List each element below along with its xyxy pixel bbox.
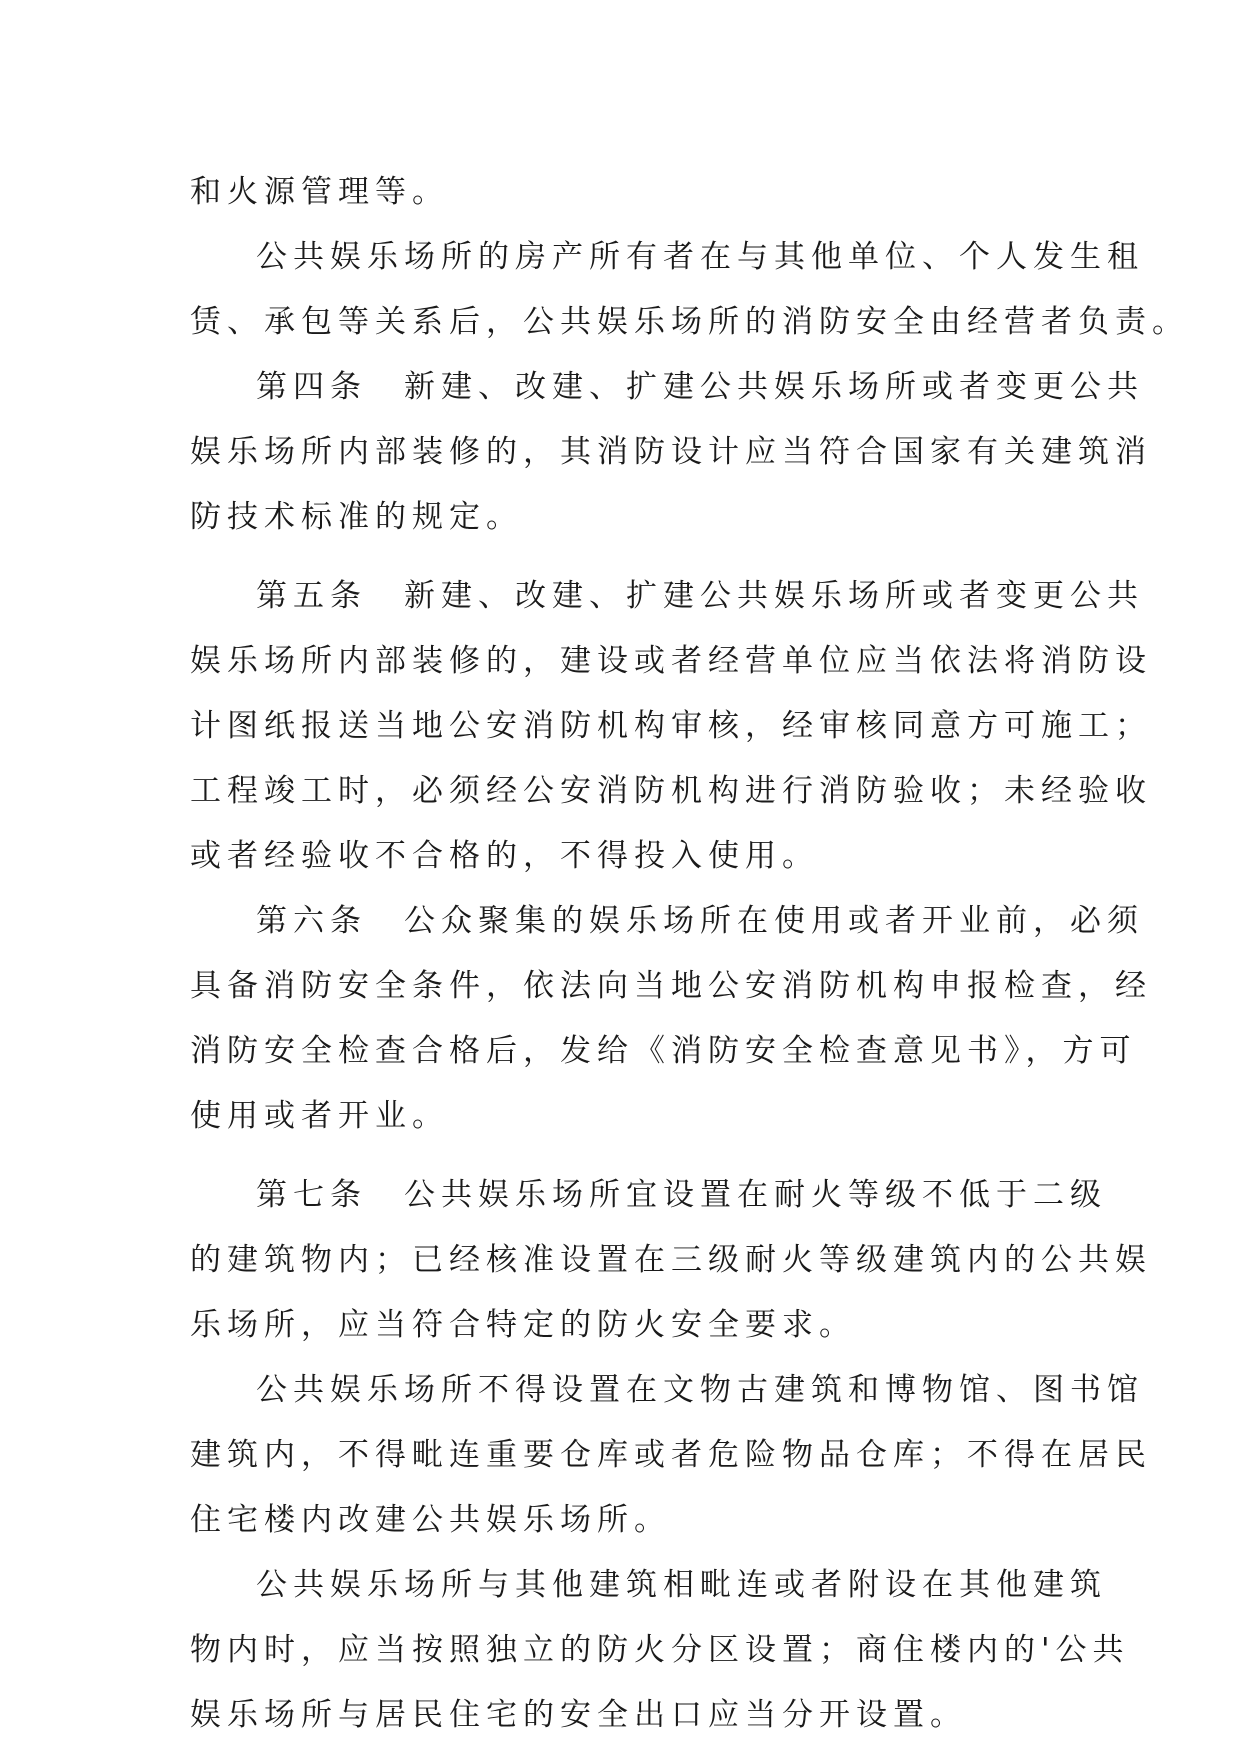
paragraph xyxy=(190,225,1189,355)
text-line: 第四条 新建、改建、扩建公共娱乐场所或者变更公共 xyxy=(256,369,1144,405)
text-line: 工程竣工时，必须经公安消防机构进行消防验收；未经验收 xyxy=(190,773,1152,809)
paragraph-article-5 xyxy=(190,564,1152,889)
text-line: 赁、承包等关系后，公共娱乐场所的消防安全由经营者负责。 xyxy=(190,304,1189,340)
text-line: 防技术标准的规定。 xyxy=(190,499,523,535)
document-body xyxy=(190,160,1189,1748)
paragraph-gap xyxy=(190,1149,1060,1163)
paragraph xyxy=(190,160,1060,225)
paragraph-article-7 xyxy=(190,1163,1152,1358)
text-line: 公共娱乐场所的房产所有者在与其他单位、个人发生租 xyxy=(256,239,1144,275)
text-line: 第五条 新建、改建、扩建公共娱乐场所或者变更公共 xyxy=(256,578,1144,614)
text-line: 消防安全检查合格后，发给《消防安全检查意见书》，方可 xyxy=(190,1033,1137,1069)
text-line: 和火源管理等。 xyxy=(190,174,449,210)
text-line: 公共娱乐场所不得设置在文物古建筑和博物馆、图书馆 xyxy=(256,1372,1144,1408)
text-line: 娱乐场所内部装修的，建设或者经营单位应当依法将消防设 xyxy=(190,643,1152,679)
paragraph xyxy=(190,1358,1152,1553)
paragraph xyxy=(190,1553,1130,1748)
text-line: 的建筑物内；已经核准设置在三级耐火等级建筑内的公共娱 xyxy=(190,1242,1152,1278)
paragraph-article-6 xyxy=(190,889,1152,1149)
paragraph-gap xyxy=(190,550,1060,564)
text-line: 或者经验收不合格的，不得投入使用。 xyxy=(190,838,819,874)
text-line: 具备消防安全条件，依法向当地公安消防机构申报检查，经 xyxy=(190,968,1152,1004)
text-line: 第七条 公共娱乐场所宜设置在耐火等级不低于二级 xyxy=(256,1177,1107,1213)
paragraph-article-4 xyxy=(190,355,1152,550)
text-line: 物内时，应当按照独立的防火分区设置；商住楼内的'公共 xyxy=(190,1632,1130,1668)
text-line: 住宅楼内改建公共娱乐场所。 xyxy=(190,1502,671,1538)
text-line: 使用或者开业。 xyxy=(190,1098,449,1134)
text-line: 乐场所，应当符合特定的防火安全要求。 xyxy=(190,1307,856,1343)
text-line: 计图纸报送当地公安消防机构审核，经审核同意方可施工； xyxy=(190,708,1152,744)
text-line: 公共娱乐场所与其他建筑相毗连或者附设在其他建筑 xyxy=(256,1567,1107,1603)
text-line: 第六条 公众聚集的娱乐场所在使用或者开业前，必须 xyxy=(256,903,1144,939)
text-line: 建筑内，不得毗连重要仓库或者危险物品仓库；不得在居民 xyxy=(190,1437,1152,1473)
text-line: 娱乐场所与居民住宅的安全出口应当分开设置。 xyxy=(190,1697,967,1733)
text-line: 娱乐场所内部装修的，其消防设计应当符合国家有关建筑消 xyxy=(190,434,1152,470)
